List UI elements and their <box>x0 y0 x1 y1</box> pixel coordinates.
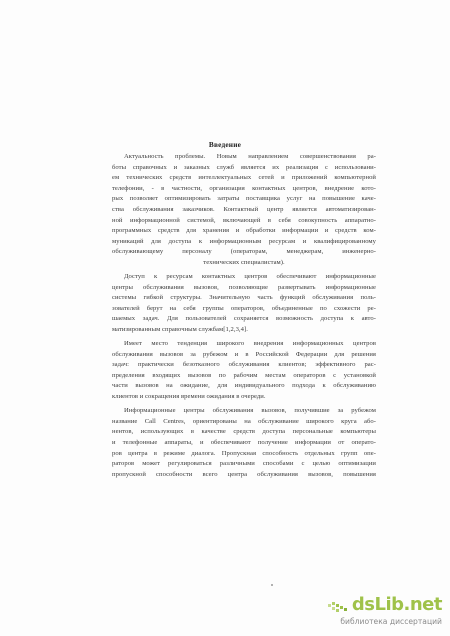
text-line: муникаций для доступа к информационным ресурсам и квалифицированному <box>112 237 376 245</box>
text-line: название Call Centres, ориентированы на обслуживание широкого круга або- <box>112 417 376 425</box>
watermark-subtitle: библиотека диссертаций <box>340 617 442 626</box>
text-line: программных средств для хранения и обработки информации и средств ком- <box>112 227 376 235</box>
text-line: технических специалистам). <box>203 258 285 266</box>
text-line: раторов может регулироваться различными способами с целью оптимизации <box>112 460 376 468</box>
watermark-logo[interactable] <box>352 594 442 616</box>
body-text <box>112 152 376 480</box>
text-line: пределения входящих вызовов по рабочим местам операторов с установкой <box>112 371 376 379</box>
text-line: боты справочных и заказных служб является их реализация с использовани- <box>112 163 376 171</box>
text-line: клиентов и сокращения времени ожидания в очереди. <box>112 393 266 401</box>
page-title: Введение <box>208 140 242 149</box>
watermark[interactable] <box>340 594 442 630</box>
text-line: ем технических средств интеллектуальных сетей и приложений компьютерной <box>112 174 376 182</box>
text-line: Имеет место тенденция широкого внедрения информационных центров <box>124 340 376 348</box>
text-line: обслуживания вызовов за рубежом и в Российской Федерации для решения <box>112 350 376 358</box>
paragraph-3 <box>112 339 376 403</box>
text-line: задач: практически безотказного обслуживания клиентов; эффективного рас- <box>112 361 376 369</box>
text-line: рых позволяет оптимизировать затраты поставщика услуг на повышение каче- <box>112 195 376 203</box>
paragraph-4 <box>112 406 376 480</box>
text-line: зователей берут на себя группы операторов, объединенные по схожести ре- <box>112 304 376 312</box>
text-line: части вызовов на ожидание, для индивидуального подхода к обслуживанию <box>112 382 376 390</box>
text-line: системы гибкой структуры. Значительную часть функций обслуживания поль- <box>112 294 376 302</box>
watermark-logo-text[interactable]: dsLib.net <box>351 594 442 615</box>
text-line: и телефонные аппараты, и обеспечивают получение информации от операто- <box>112 438 376 446</box>
logo-dots-icon <box>328 602 348 614</box>
text-line: ной информационной системой, включающей в себя совокупность аппаратно- <box>112 216 376 224</box>
text-line: ства обслуживания заказчиков. Контактный центр является автоматизирован- <box>112 205 376 213</box>
paragraph-2 <box>112 272 376 336</box>
text-line: телефонии, - в частности, организация контактных центров, внедрение кото- <box>112 184 376 192</box>
page-mark <box>271 584 273 586</box>
text-line: центры обслуживания вызовов, позволяющие развертывать информационные <box>112 283 376 291</box>
text-line: ров центра в режиме диалога. Пропускная способность отдельных групп опе- <box>112 449 376 457</box>
text-line: нентов, использующих в качестве средств доступа персональные компьютеры <box>112 428 376 436</box>
text-line: пропускной способности всего центра обслуживания вызовов, повышения <box>112 470 376 478</box>
text-line: обслуживающему персоналу (операторам, менеджерам, инженерно- <box>112 248 376 256</box>
text-line: шаемых задач. Для пользователей сохраняется возможность доступа к авто- <box>112 315 376 323</box>
paragraph-1 <box>112 152 376 269</box>
text-line: матизированным справочным службам[1,2,3,4]. <box>112 326 248 333</box>
text-line: Доступ к ресурсам контактных центров обеспечивают информационные <box>124 273 376 281</box>
text-line: Информационные центры обслуживания вызовов, получившие за рубежом <box>124 407 376 415</box>
text-line: Актуальность проблемы. Новым направлением совершенствования ра- <box>124 153 376 160</box>
